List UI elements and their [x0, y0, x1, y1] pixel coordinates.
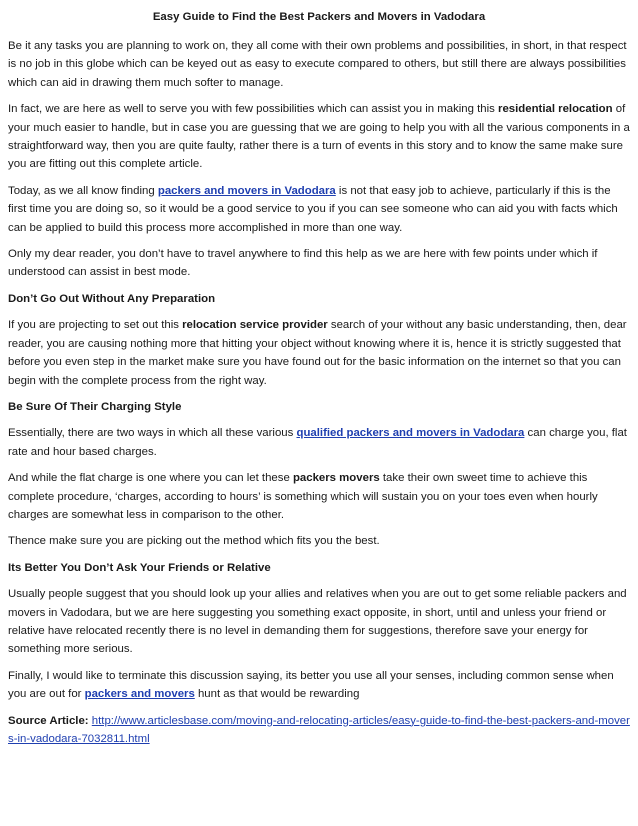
- text-segment: can charge you, flat rate and hour based charges.: [8, 427, 627, 458]
- paragraph-friends: Usually people suggest that you should look up your allies and relatives when you are out to get some reliable packers and movers in Vadodara, but we are here suggesting you something exact opposite, in short, until and unless your friend or relative have relocated recently there is no level in demanding them for suggestions, therefore save your energy for something more serious.: [8, 588, 627, 656]
- paragraph-flat-charge: [8, 469, 630, 524]
- text-segment: In fact, we are here as well to serve you with few possibilities which can assist you in making this: [8, 103, 499, 116]
- text-segment: take their own sweet time to achieve this complete procedure, ‘charges, according to hours’ is something which will sustain you on your toes even when hourly charges are somewhat less in comparison to the other.: [8, 472, 598, 521]
- bold-relocation-service-provider: relocation service provider: [182, 319, 328, 332]
- paragraph-charging-ways: [8, 424, 630, 461]
- paragraph-method: Thence make sure you are picking out the method which fits you the best.: [8, 535, 380, 548]
- section-heading-friends: Its Better You Don’t Ask Your Friends or Relative: [8, 561, 271, 574]
- paragraph-preparation: [8, 316, 630, 390]
- paragraph-residential-relocation: [8, 100, 630, 174]
- text-segment: is not that easy job to achieve, particularly if this is the first time you are doing so, so it would be a good service to you if you can see someone who can aid you with facts which can be applied to build this process more accomplished in more than one way.: [8, 184, 618, 234]
- link-packers-movers-vadodara[interactable]: packers and movers in Vadodara: [157, 184, 336, 197]
- text-segment: search of your without any basic understanding, then, dear reader, you are causing nothing more that hitting your object without knowing where it is, hence it is strictly suggested that before you even step in the market make sure you have found out for the basic information on the internet so that you can begin with the complete process from the right way.: [8, 319, 627, 387]
- source-url-link[interactable]: http://www.articlesbase.com/moving-and-relocating-articles/easy-guide-to-find-the-best-packers-and-movers-in-vadodara-7032811.html: [8, 714, 630, 745]
- text-segment: If you are projecting to set out this: [8, 319, 183, 332]
- text-segment: And while the flat charge is one where you can let these: [8, 472, 293, 485]
- text-segment: Finally, I would like to terminate this discussion saying, its better you use all your senses, including common sense when you are out for: [8, 669, 614, 701]
- text-segment: Essentially, there are two ways in which all these various: [8, 427, 297, 440]
- bold-packers-movers: packers movers: [292, 472, 380, 485]
- paragraph-intro: Be it any tasks you are planning to work on, they all come with their own problems and possibilities, in short, in that respect is no job in this globe which can be keyed out as easy to execute compared to others, but still there are always possibilities which can aid in drawing them much softer to manage.: [8, 40, 627, 89]
- section-heading-charging-style: Be Sure Of Their Charging Style: [8, 400, 182, 413]
- link-qualified-packers-movers[interactable]: qualified packers and movers in Vadodara: [296, 427, 525, 440]
- text-segment: hunt as that would be rewarding: [194, 688, 360, 701]
- text-segment: Today, as we all know finding: [8, 184, 158, 197]
- link-packers-and-movers[interactable]: packers and movers: [84, 688, 195, 701]
- paragraph-dear-reader: Only my dear reader, you don’t have to travel anywhere to find this help as we are here with few points under which if understood can assist in best mode.: [8, 248, 598, 279]
- paragraph-conclusion: [8, 667, 630, 704]
- source-label: Source Article:: [8, 714, 89, 727]
- document-title: Easy Guide to Find the Best Packers and Movers in Vadodara: [152, 11, 486, 23]
- text-segment: of your much easier to handle, but in case you are guessing that we are going to help you with all the various components in a straightforward way, then you are quite faulty, rather there is a turn of events in this story and to know the same make sure you are fitting out this complete article.: [8, 103, 630, 171]
- section-heading-preparation: Don’t Go Out Without Any Preparation: [8, 292, 216, 305]
- source-article: [8, 712, 630, 749]
- bold-residential-relocation: residential relocation: [498, 103, 613, 116]
- paragraph-finding-packers: [8, 182, 630, 237]
